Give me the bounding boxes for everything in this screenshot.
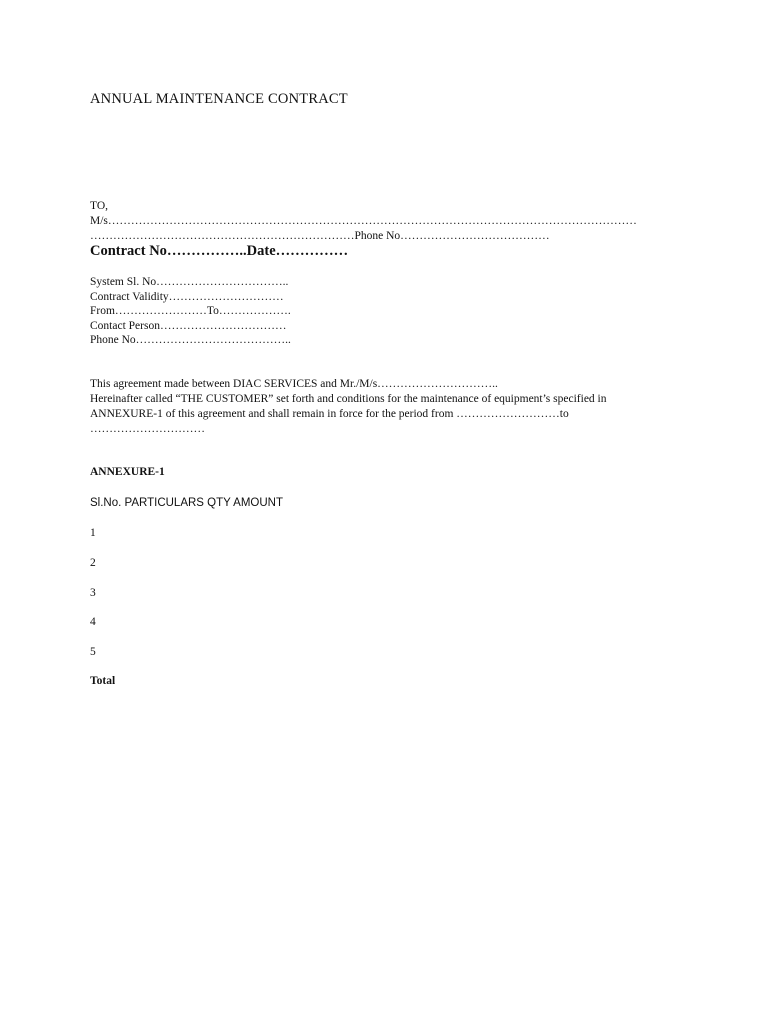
- field-phone-no: Phone No…………………………………..: [90, 334, 291, 346]
- annexure-row-5: 5: [90, 646, 96, 658]
- annexure-total: Total: [90, 675, 116, 687]
- field-contact-person: Contact Person……………………………: [90, 320, 287, 332]
- address-phone-line: ……………………………………………………………Phone No…………………………………: [90, 230, 550, 242]
- agreement-line-4: …………………………: [90, 423, 205, 435]
- annexure-columns: [90, 497, 283, 509]
- agreement-line-3: ANNEXURE-1 of this agreement and shall remain in force for the period from ………………………to: [90, 408, 569, 420]
- agreement-line-2: Hereinafter called “THE CUSTOMER” set forth and conditions for the maintenance of equipment’s specified in: [90, 393, 607, 405]
- agreement-line-1: This agreement made between DIAC SERVICES and Mr./M/s…………………………..: [90, 378, 498, 390]
- document-title: ANNUAL MAINTENANCE CONTRACT: [90, 91, 348, 107]
- annexure-row-4: 4: [90, 616, 96, 628]
- contract-number-date: Contract No……………..Date……………: [90, 243, 349, 259]
- annexure-row-2: 2: [90, 557, 96, 569]
- annexure-heading: ANNEXURE-1: [90, 466, 165, 478]
- annexure-row-1: 1: [90, 527, 96, 539]
- annexure-row-3: 3: [90, 587, 96, 599]
- address-to: TO,: [90, 200, 108, 212]
- field-contract-validity: Contract Validity…………………………: [90, 291, 284, 303]
- field-from-to: From……………………To……………….: [90, 305, 291, 317]
- field-system-sl-no: System Sl. No……………………………..: [90, 276, 289, 288]
- address-ms-line: M/s…………………………………………………………………………………………………………………………: [90, 215, 637, 227]
- annexure-columns-text: Sl.No. PARTICULARS QTY AMOUNT: [90, 497, 283, 509]
